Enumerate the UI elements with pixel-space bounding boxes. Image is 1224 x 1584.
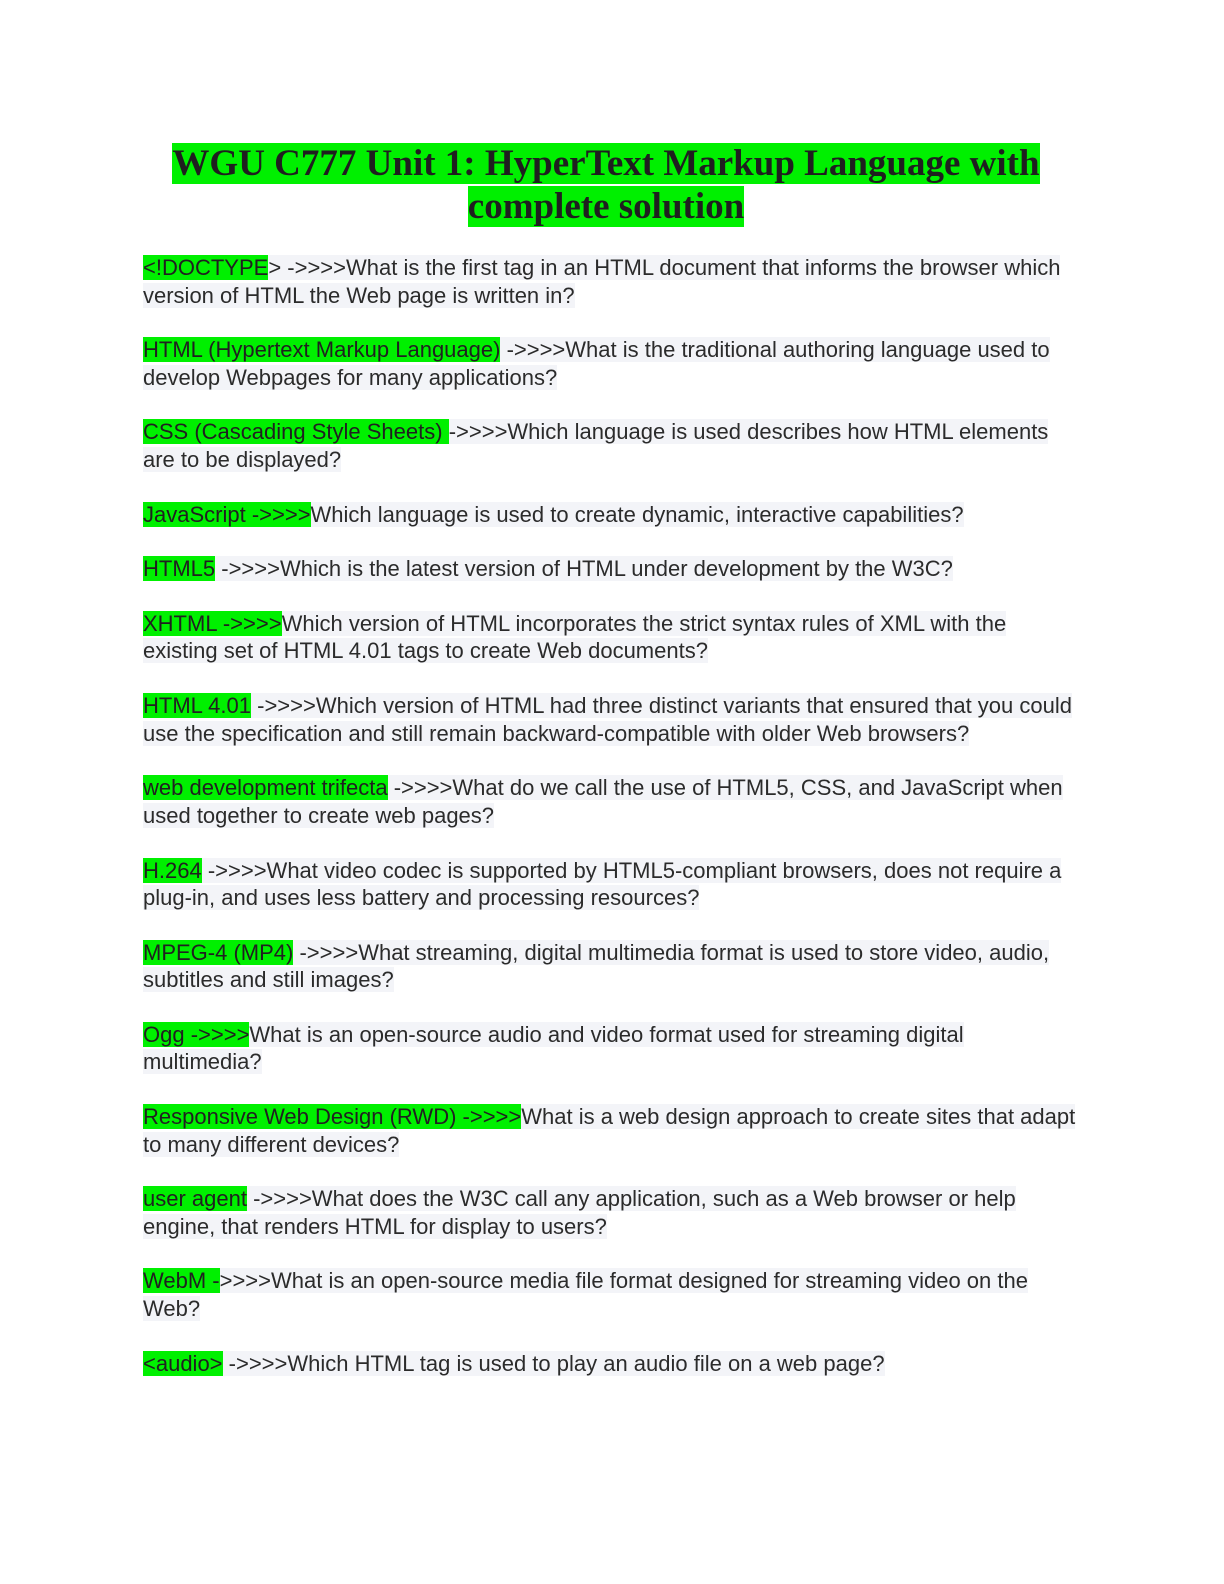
- qa-item: [143, 418, 1078, 473]
- qa-term: Responsive Web Design (RWD) ->>>>: [143, 1104, 522, 1130]
- qa-term: web development trifecta: [143, 775, 388, 801]
- qa-question: ->>>>Which language is used describes how HTML elements are to be displayed?: [143, 419, 1049, 472]
- qa-question: What is an open-source audio and video format used for streaming digital multimedia?: [143, 1021, 964, 1075]
- qa-item: [143, 501, 1078, 529]
- qa-item: [143, 692, 1078, 747]
- qa-term: HTML 4.01: [143, 693, 252, 719]
- qa-question: What is a web design approach to create sites that adapt to many different devices?: [143, 1104, 1076, 1157]
- qa-term: MPEG-4 (MP4): [143, 939, 294, 965]
- qa-question: ->>>>Which version of HTML had three distinct variants that ensured that you could use the specification and still remain backward-compatible with older Web browsers?: [143, 693, 1072, 746]
- qa-term: H.264: [143, 857, 202, 883]
- qa-term: WebM -: [143, 1268, 220, 1294]
- qa-question: ->>>>Which is the latest version of HTML under development by the W3C?: [215, 556, 953, 582]
- qa-question: ->>>>What does the W3C call any application, such as a Web browser or help engine, that renders HTML for display to users?: [143, 1186, 1016, 1239]
- qa-term: HTML (Hypertext Markup Language): [143, 337, 501, 363]
- qa-item: [143, 555, 1078, 583]
- qa-item: [143, 1185, 1078, 1240]
- qa-question: Which language is used to create dynamic, interactive capabilities?: [310, 501, 964, 527]
- qa-item: [143, 857, 1078, 912]
- qa-question: ->>>>What streaming, digital multimedia format is used to store video, audio, subtitles and still images?: [143, 939, 1050, 993]
- qa-term: user agent: [143, 1186, 247, 1212]
- qa-term: <audio>: [143, 1350, 223, 1376]
- qa-question: ->>>>Which HTML tag is used to play an audio file on a web page?: [222, 1350, 885, 1376]
- qa-item: [143, 1103, 1078, 1158]
- qa-question: >>>>What is an open-source media file format designed for streaming video on the Web?: [143, 1268, 1028, 1321]
- qa-item: [143, 336, 1078, 391]
- qa-item: [143, 1267, 1078, 1322]
- page-title: [150, 142, 1062, 228]
- qa-item: [143, 939, 1078, 994]
- qa-question: Which version of HTML incorporates the strict syntax rules of XML with the existing set of HTML 4.01 tags to create Web documents?: [143, 610, 1007, 664]
- qa-term: JavaScript ->>>>: [143, 501, 311, 527]
- qa-term: HTML5: [143, 556, 216, 582]
- qa-question: ->>>>What do we call the use of HTML5, CSS, and JavaScript when used together to create web pages?: [143, 775, 1063, 828]
- qa-question: > ->>>>What is the first tag in an HTML document that informs the browser which version of HTML the Web page is written in?: [143, 255, 1061, 308]
- qa-item: [143, 1350, 1078, 1378]
- qa-question: ->>>>What video codec is supported by HTML5-compliant browsers, does not require a plug-in, and uses less battery and processing resources?: [143, 857, 1062, 910]
- qa-item: [143, 1021, 1078, 1076]
- page-title-text: WGU C777 Unit 1: HyperText Markup Language with complete solution: [172, 143, 1040, 227]
- qa-item: [143, 774, 1078, 829]
- qa-term: XHTML ->>>>: [143, 610, 282, 636]
- qa-term: Ogg ->>>>: [143, 1021, 250, 1047]
- qa-term: <!DOCTYPE: [143, 255, 269, 280]
- qa-item: [143, 254, 1078, 309]
- qa-item: [143, 610, 1078, 665]
- qa-term: CSS (Cascading Style Sheets): [143, 419, 449, 445]
- qa-list: [143, 254, 1078, 1404]
- qa-question: ->>>>What is the traditional authoring language used to develop Webpages for many applications?: [143, 337, 1050, 390]
